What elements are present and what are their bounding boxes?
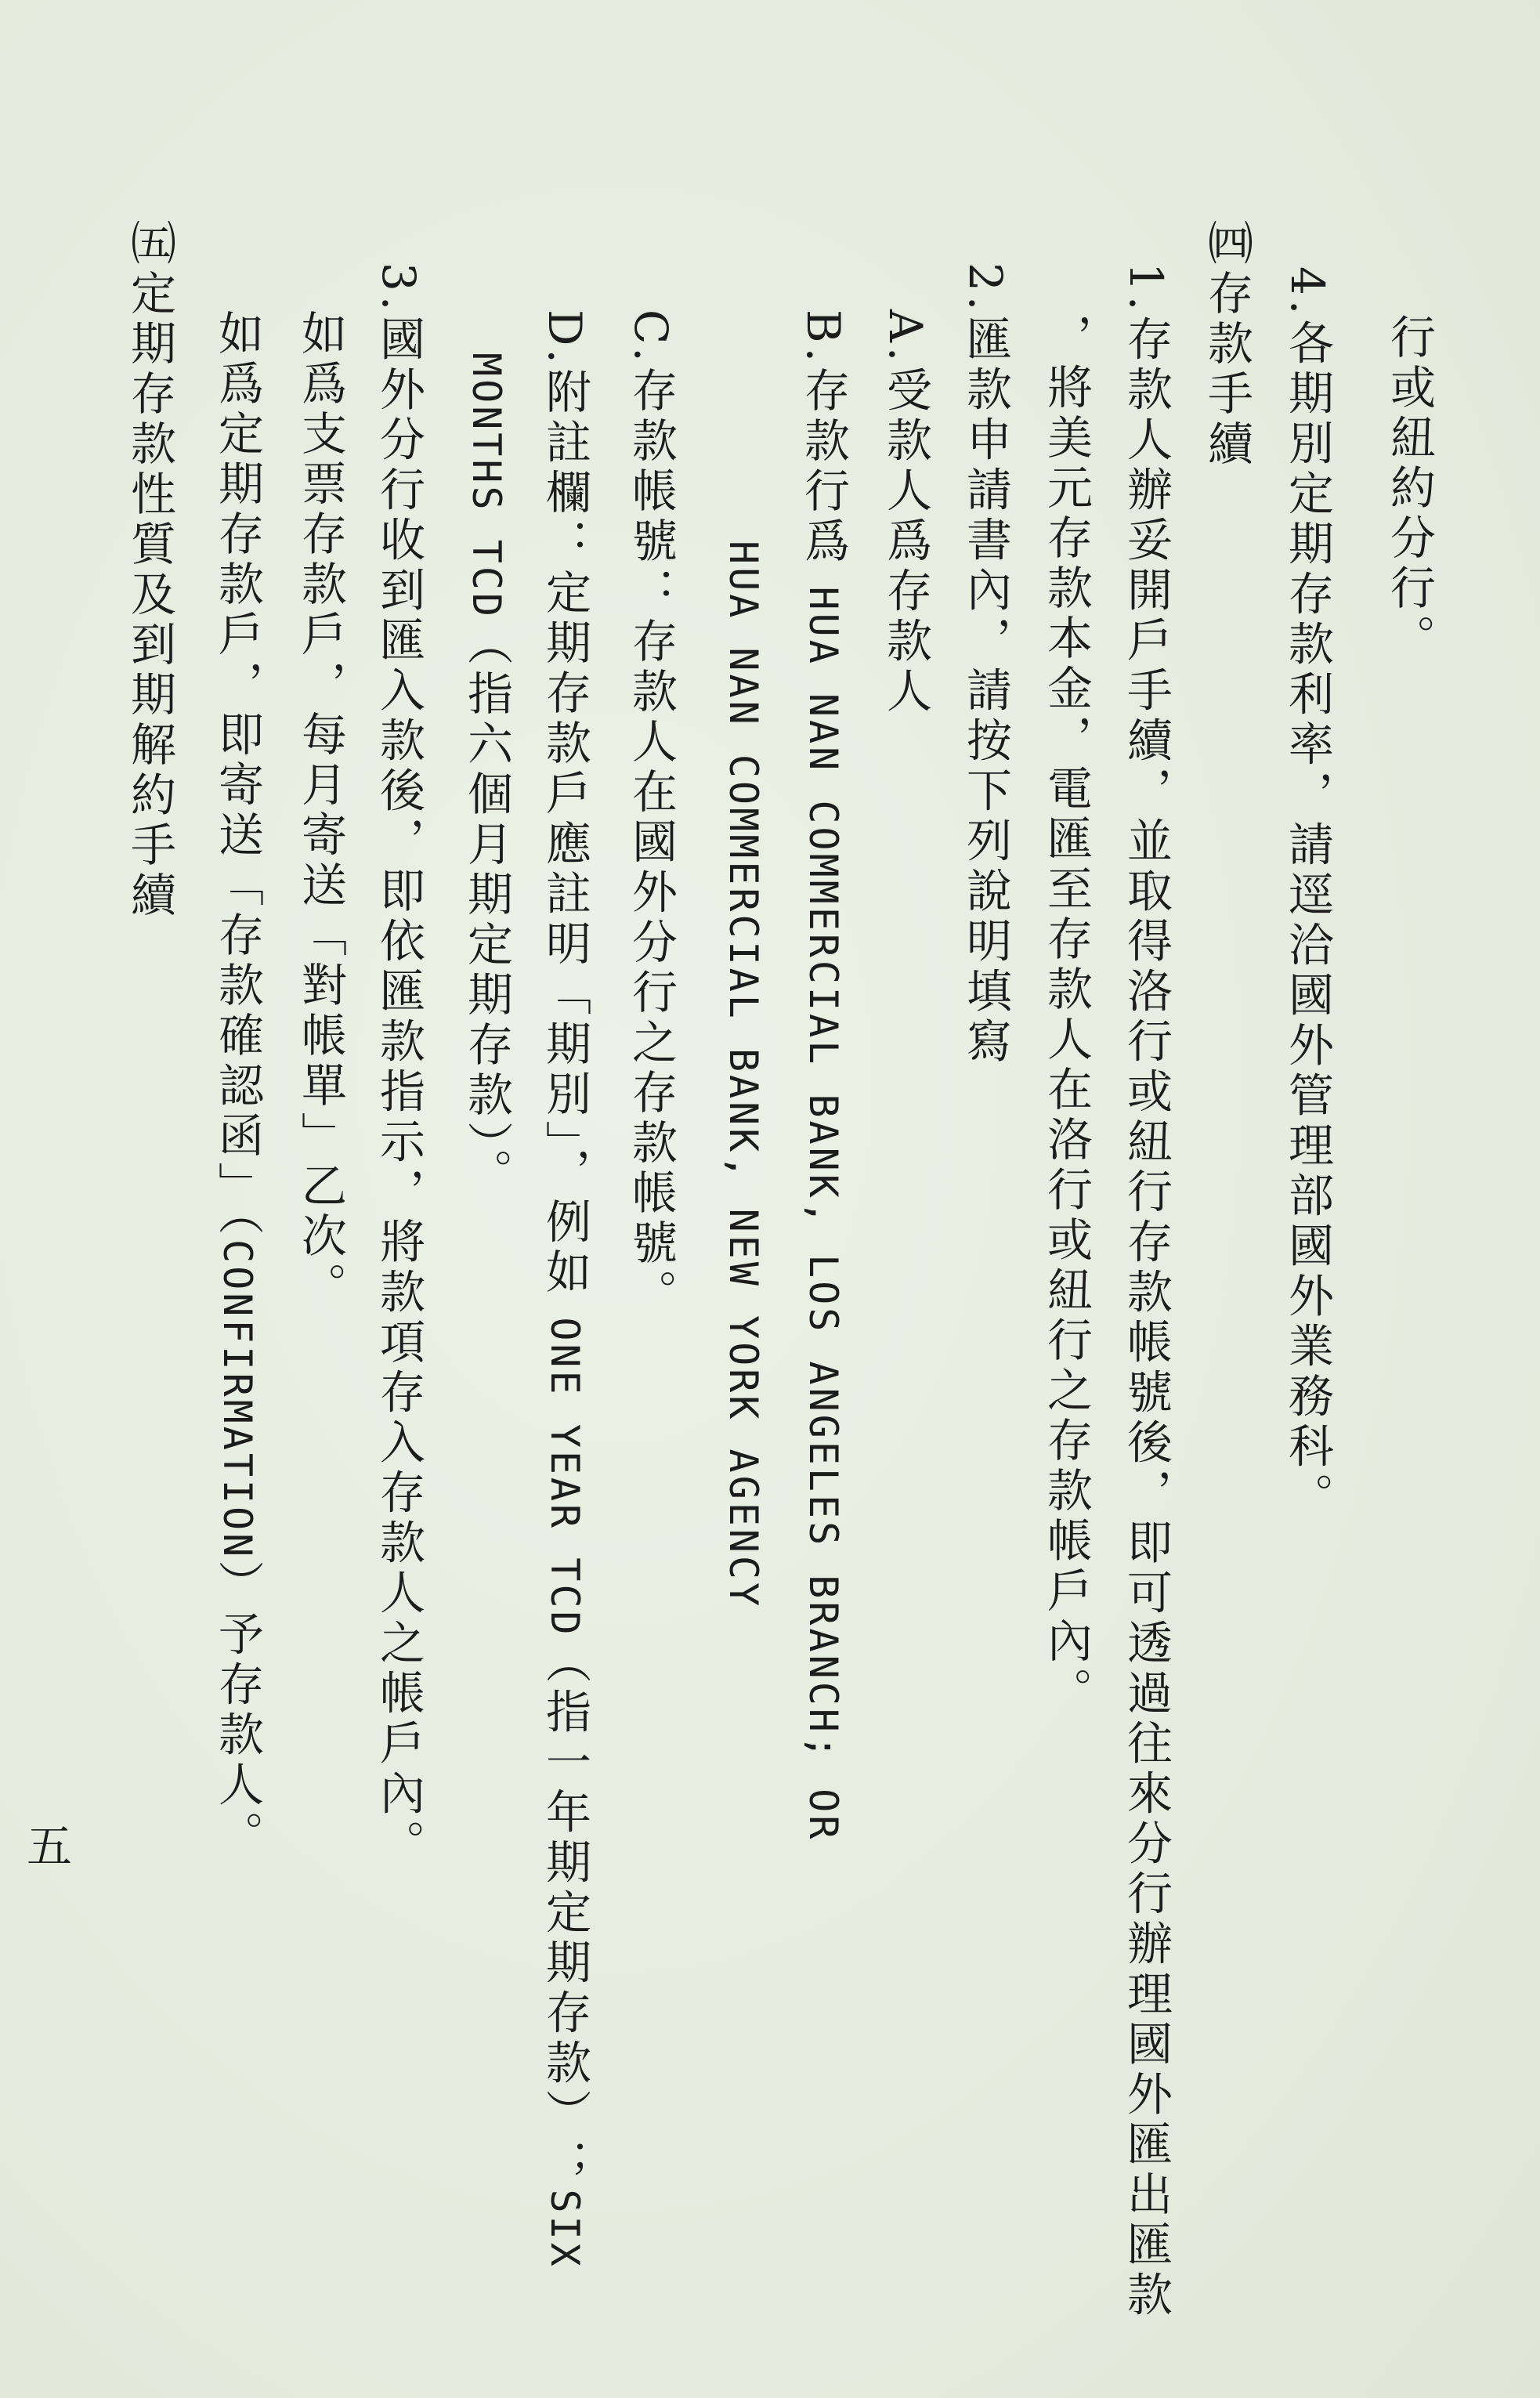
text-column-1 bbox=[1383, 313, 1436, 664]
column-text: C.存款帳號：存款人在國外分行之存款帳號。 bbox=[624, 309, 678, 1319]
column-latin-text: MONTHS TCD bbox=[464, 353, 509, 620]
column-text: 行或紐約分行。 bbox=[1383, 313, 1436, 664]
text-column-7 bbox=[881, 309, 930, 717]
column-text: ㈣存款手續 bbox=[1200, 219, 1253, 470]
column-latin-text: SIX bbox=[542, 2189, 587, 2270]
column-text: 如爲定期存款戶，即寄送「存款確認函」（ bbox=[211, 309, 264, 1239]
column-text: 4.各期別定期存款利率，請逕洽國外管理部國外業務科。 bbox=[1281, 266, 1334, 1523]
column-text: ㈤定期存款性質及到期解約手續 bbox=[123, 219, 176, 921]
column-text: （指一年期定期存款）； bbox=[538, 1637, 591, 2190]
page-number: 五 bbox=[27, 1820, 73, 1873]
text-column-9 bbox=[719, 541, 768, 1609]
column-text: 2.匯款申請書內，請按下列說明填寫 bbox=[959, 262, 1012, 1068]
text-column-13 bbox=[374, 262, 423, 1869]
column-text: ）予存款人。 bbox=[211, 1560, 264, 1861]
column-latin-text: HUA NAN COMMERCIAL BANK, NEW YORK AGENCY bbox=[721, 541, 766, 1610]
section-heading-5 bbox=[125, 219, 174, 921]
column-text: B.存款行爲 bbox=[797, 309, 850, 587]
column-latin-text: ONE YEAR TCD bbox=[542, 1317, 587, 1638]
column-text: A.受款人爲存款人 bbox=[879, 309, 932, 718]
column-latin-text: HUA NAN COMMERCIAL BANK, LOS ANGELES BRANCH; OR bbox=[801, 586, 846, 1843]
text-column-4 bbox=[1119, 262, 1173, 2321]
text-column-8 bbox=[799, 309, 848, 1842]
section-heading-4 bbox=[1202, 219, 1251, 470]
column-text: 1.存款人辦妥開戶手續，並取得洛行或紐行存款帳號後，即可透過往來分行辦理國外匯出匯款 bbox=[1119, 262, 1173, 2321]
text-column-5 bbox=[1039, 313, 1093, 1717]
text-column-6 bbox=[961, 262, 1010, 1067]
text-column-11 bbox=[540, 309, 589, 2270]
column-latin-text: CONFIRMATION bbox=[215, 1239, 260, 1561]
text-column-12 bbox=[462, 353, 511, 1199]
column-text: ，將美元存款本金，電匯至存款人在洛行或紐行之存款帳戶內。 bbox=[1039, 313, 1093, 1717]
column-text: 如爲支票存款戶，每月寄送「對帳單」乙次。 bbox=[294, 309, 347, 1312]
text-column-2 bbox=[1283, 266, 1332, 1522]
column-text: 3.國外分行收到匯入款後，即依匯款指示，將款項存入存款人之帳戶內。 bbox=[372, 262, 425, 1870]
column-text: （指六個月期定期存款）。 bbox=[460, 620, 513, 1199]
text-column-14 bbox=[296, 309, 345, 1312]
text-column-15 bbox=[213, 309, 262, 1861]
column-text: D.附註欄：定期存款戶應註明「期別」，例如 bbox=[538, 309, 591, 1318]
text-column-10 bbox=[624, 309, 678, 1319]
